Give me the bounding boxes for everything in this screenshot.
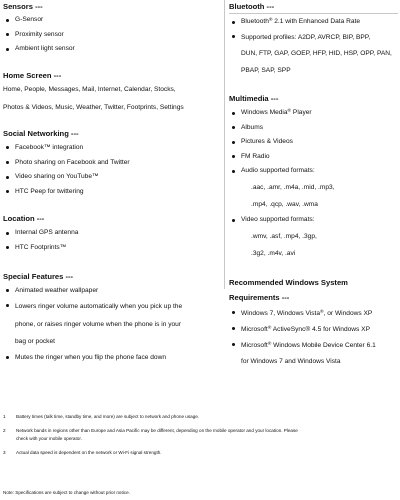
special-features-list [3, 284, 224, 366]
footnote-number: 3 [3, 450, 6, 455]
list-item [229, 15, 398, 30]
registered-mark: ® [268, 18, 273, 23]
list-item-text: ActiveSync® 4.5 for Windows XP [271, 325, 370, 333]
list-item: Facebook™ integration [3, 141, 224, 156]
multimedia-title: Multimedia --- [229, 94, 279, 104]
audio-formats-line: .aac, .amr, .m4a, .mid, .mp3, [251, 184, 335, 192]
list-item: Internal GPS antenna [3, 226, 224, 241]
special-features-section [3, 272, 224, 366]
list-item: HTC Footprints™ [3, 241, 224, 256]
list-item-line: DUN, FTP, GAP, GOEP, HFP, HID, HSP, OPP, PAN, [241, 50, 392, 58]
list-item-text: Bluetooth [241, 18, 269, 25]
footnotes [3, 413, 397, 461]
list-item-text: 2.1 with Enhanced Data Rate [272, 18, 361, 25]
list-item [229, 338, 398, 370]
multimedia-list-2 [229, 213, 398, 228]
registered-mark: ® [287, 109, 292, 115]
special-features-title: Special Features --- [3, 271, 74, 281]
list-item: Audio supported formats: [229, 164, 398, 179]
bluetooth-list [229, 15, 398, 79]
registered-mark: ® [320, 309, 324, 315]
social-section [3, 129, 224, 199]
requirements-section [229, 274, 398, 370]
requirements-title-line: Recommended Windows System [229, 277, 348, 287]
list-item [229, 322, 398, 338]
sensors-section [3, 2, 224, 57]
requirements-list [229, 306, 398, 370]
list-item: Albums [229, 121, 398, 136]
location-section [3, 214, 224, 255]
video-formats-line: .3g2, .m4v, .avi [251, 249, 296, 257]
footnote [3, 413, 397, 421]
disclaimer-note: Note: Specifications are subject to change without prior notice. [3, 490, 130, 495]
list-item-text: Player [291, 109, 312, 117]
bluetooth-title: Bluetooth --- [229, 2, 398, 14]
multimedia-list [229, 106, 398, 179]
home-screen-title: Home Screen --- [3, 70, 62, 80]
location-title: Location --- [3, 214, 45, 224]
list-item-text: Windows Mobile Device Center 6.1 [271, 341, 376, 349]
list-item-text: , or Windows XP [323, 309, 373, 317]
list-item: Proximity sensor [3, 28, 224, 43]
right-column [229, 0, 398, 365]
list-item: Photo sharing on Facebook and Twitter [3, 156, 224, 171]
list-item: Ambient light sensor [3, 42, 224, 57]
list-item: Mutes the ringer when you flip the phone face down [3, 351, 224, 366]
list-item: G-Sensor [3, 13, 224, 28]
list-item-line: Supported profiles: A2DP, AVRCP, BIP, BPP, [241, 33, 371, 41]
list-item [229, 306, 398, 322]
multimedia-section [229, 94, 398, 262]
list-item: FM Radio [229, 150, 398, 165]
list-item: Video supported formats: [229, 213, 398, 228]
list-item: Pictures & Videos [229, 135, 398, 150]
list-item: HTC Peep for twittering [3, 185, 224, 200]
list-item [229, 30, 398, 80]
video-formats-line: .wmv, .asf, .mp4, .3gp, [251, 232, 317, 240]
list-item: Video sharing on YouTube™ [3, 170, 224, 185]
social-list [3, 141, 224, 199]
list-item-line: bag or pocket [15, 338, 55, 346]
footnote [3, 449, 397, 457]
list-item-text: Microsoft [241, 341, 268, 349]
list-item-line: for Windows 7 and Windows Vista [241, 357, 341, 365]
sensors-list [3, 13, 224, 57]
location-list [3, 226, 224, 255]
left-column [3, 0, 224, 361]
list-item [229, 106, 398, 121]
list-item: Animated weather wallpaper [3, 284, 224, 299]
home-screen-line: Home, People, Messages, Mail, Internet, Calendar, Stocks, [3, 85, 176, 93]
requirements-title-line: Requirements --- [229, 292, 290, 302]
sensors-title: Sensors --- [3, 2, 43, 11]
list-item-text: Windows 7, Windows Vista [241, 309, 321, 317]
column-divider [224, 0, 225, 289]
footnote-number: 1 [3, 414, 6, 419]
list-item-line: Lowers ringer volume automatically when you pick up the [15, 303, 183, 311]
list-item-text: Windows Media [241, 109, 288, 117]
footnote-text: check with your mobile operator. [16, 436, 82, 441]
home-screen-section [3, 71, 224, 116]
footnote-text: Actual data speed is dependent on the network or Wi-Fi signal strength. [16, 450, 162, 455]
bluetooth-section [229, 2, 398, 79]
footnote [3, 427, 397, 443]
footnote-number: 2 [3, 428, 6, 433]
footnote-text: Network bands in regions other than Europe and Asia Pacific may be different, depending on the mobile operator and your location. Please [16, 428, 298, 433]
footnote-text: Battery times (talk time, standby time, and more) are subject to network and phone usage. [16, 414, 200, 419]
social-title: Social Networking --- [3, 128, 79, 138]
list-item-line: phone, or raises ringer volume when the phone is in your [15, 320, 182, 328]
list-item-text: Microsoft [241, 325, 268, 333]
list-item [3, 298, 224, 351]
list-item-line: PBAP, SAP, SPP [241, 66, 291, 74]
home-screen-line: Photos & Videos, Music, Weather, Twitter, Footprints, Settings [3, 104, 184, 112]
registered-mark: ® [267, 341, 272, 347]
registered-mark: ® [267, 325, 272, 331]
audio-formats-line: .mp4, .qcp, .wav, .wma [251, 201, 318, 209]
